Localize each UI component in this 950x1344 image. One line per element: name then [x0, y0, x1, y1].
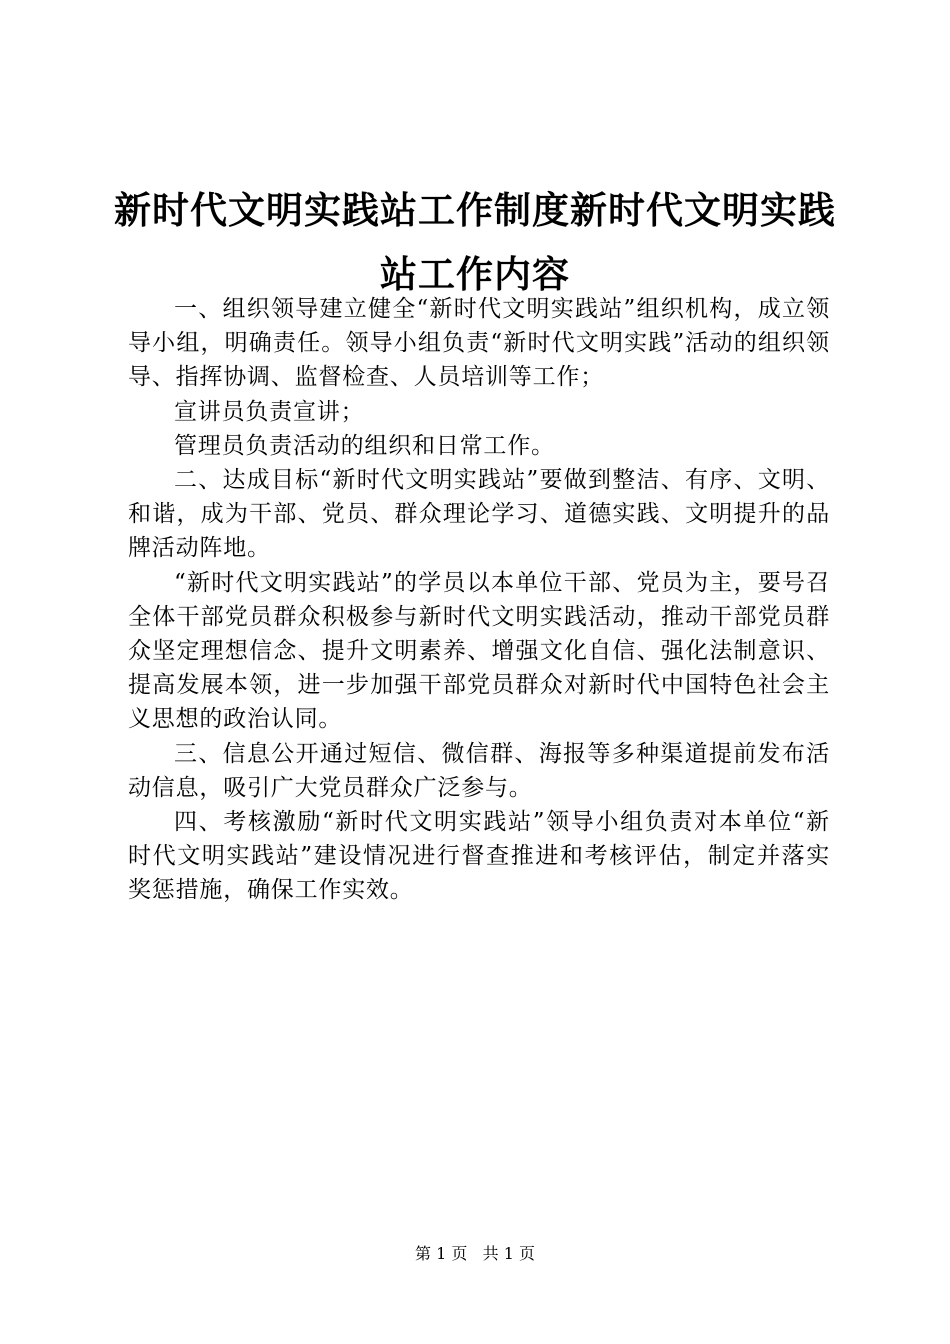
paragraph-organization: 一、组织领导建立健全“新时代文明实践站”组织机构，成立领导小组，明确责任。领导小组负责“新时代文明实践”活动的组织领导、指挥协调、监督检查、人员培训等工作；	[128, 296, 830, 391]
page-footer	[0, 1243, 950, 1265]
page-total: 共 1 页	[482, 1244, 535, 1263]
page-number: 第 1 页	[415, 1244, 468, 1263]
paragraph-information: 三、信息公开通过短信、微信群、海报等多种渠道提前发布活动信息，吸引广大党员群众广泛参与。	[128, 740, 830, 801]
paragraph-administrator: 管理员负责活动的组织和日常工作。	[174, 432, 555, 459]
document-body	[128, 292, 830, 908]
paragraph-goals: 二、达成目标“新时代文明实践站”要做到整洁、有序、文明、和谐，成为干部、党员、群众理论学习、道德实践、文明提升的品牌活动阵地。	[128, 467, 830, 562]
paragraph-trainees: “新时代文明实践站”的学员以本单位干部、党员为主，要号召全体干部党员群众积极参与新时代文明实践活动，推动干部党员群众坚定理想信念、提升文明素养、增强文化自信、强化法制意识、提高发展本领，进一步加强干部党员群众对新时代中国特色社会主义思想的政治认同。	[128, 569, 830, 733]
document-title: 新时代文明实践站工作制度新时代文明实践站工作内容	[114, 188, 836, 296]
paragraph-assessment: 四、考核激励“新时代文明实践站”领导小组负责对本单位“新时代文明实践站”建设情况进行督查推进和考核评估，制定并落实奖惩措施，确保工作实效。	[128, 809, 830, 904]
paragraph-lecturer: 宣讲员负责宣讲；	[174, 398, 365, 425]
